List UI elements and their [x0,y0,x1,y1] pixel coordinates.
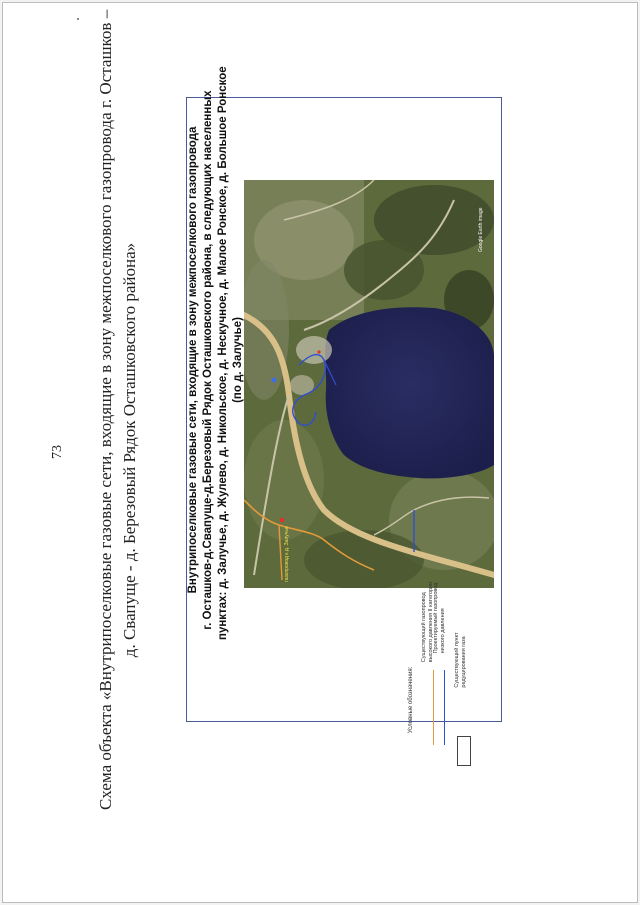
scheme-title-line-1: Схема объекта «Внутрипоселковые газовые сети, входящие в зону межпоселкового газопровода г. Осташков – [96,9,115,810]
map-heading [186,66,246,640]
legend-projected-swatch [444,670,445,745]
map-heading-line-1: Внутрипоселковые газовые сети, входящие в зону межпоселкового газопровода [187,126,199,594]
map-caption-road: газопровод к д. Залучье [284,526,290,582]
legend-projected-line-2: низкого давления [440,608,446,654]
legend-reduction-line-1: Существующий пункт [454,632,460,688]
legend-title: Условные обозначения: [408,666,414,734]
legend-existing-line-1: Существующий газопровод [421,592,427,663]
map-heading-line-2: г. Осташков-д.Свапуще-д.Березовый Рядок Осташковского района, в следующих населенных [202,90,214,630]
satellite-map-image [244,180,494,588]
page-number: 73 [50,445,65,459]
legend-reduction-line-2: редуцирования газа [461,636,467,688]
legend-projected-label [433,583,447,654]
scheme-title [94,9,142,810]
map-heading-line-4: (по д. Залучье) [232,317,244,403]
legend-reduction-point-symbol [457,736,471,766]
legend-reduction-point-label [454,632,468,687]
scheme-title-line-2: д. Свапуще - д. Березовый Рядок Осташковского района» [120,242,139,658]
legend-existing-swatch [433,670,434,745]
legend-existing-line-2: высокого давления II категории [428,581,434,663]
legend-projected-line-1: Проектируемый газопровод [433,582,439,654]
map-heading-line-3: пунктах: д. Залучье, д. Жулево, д. Никольское, д. Нескучное, д. Малое Ронское, д. Большое Ронское [217,66,229,640]
map-caption-top: Google Earth image [478,207,484,252]
scan-speck [77,18,79,20]
satellite-map [244,180,494,588]
